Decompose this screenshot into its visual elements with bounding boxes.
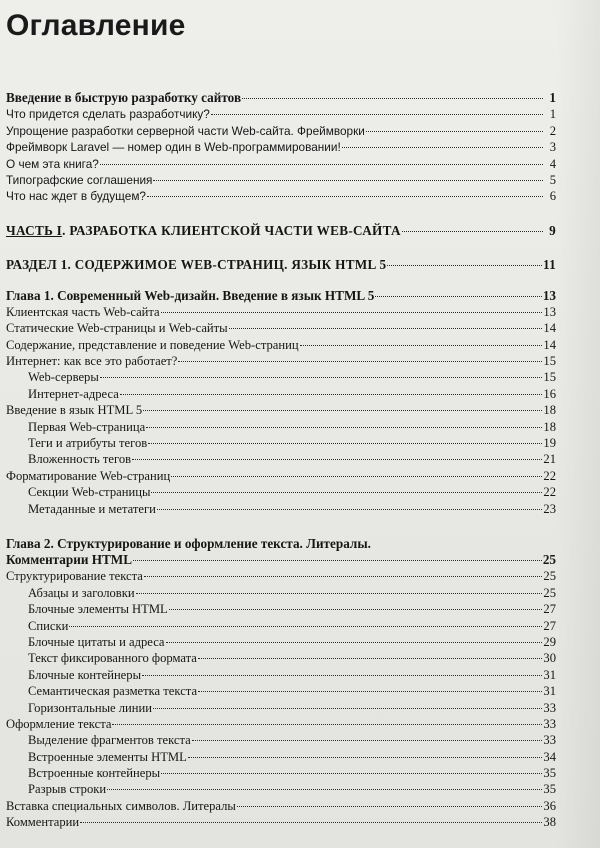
toc-entry[interactable]	[6, 814, 556, 830]
toc-entry[interactable]	[6, 585, 556, 601]
toc-entry-page: 3	[549, 140, 556, 155]
toc-entry-label: Встроенные контейнеры	[28, 766, 161, 781]
toc-entry-part[interactable]	[6, 223, 556, 239]
toc-entry[interactable]	[6, 188, 556, 204]
toc-entry-label: Web-серверы	[28, 370, 99, 385]
leader-dots	[157, 509, 542, 510]
toc-entry[interactable]	[6, 716, 556, 732]
toc-entry-page: 29	[543, 634, 556, 649]
toc-entry[interactable]	[6, 451, 556, 467]
toc-entry-label: Глава 1. Современный Web-дизайн. Введение в язык HTML 5	[6, 287, 375, 303]
leader-dots	[198, 658, 543, 659]
toc-entry-chapter-2[interactable]	[6, 552, 556, 568]
toc-entry[interactable]	[6, 172, 556, 188]
toc-entry-label: Секции Web-страницы	[28, 485, 151, 500]
toc-entry-label: Разрыв строки	[28, 782, 107, 797]
toc-entry-label: Встроенные элементы HTML	[28, 749, 187, 764]
toc-entry-page: 13	[542, 287, 556, 303]
toc-entry-page: 25	[542, 551, 556, 567]
toc-entry[interactable]	[6, 634, 556, 650]
toc-entry-page: 35	[543, 766, 556, 781]
leader-dots	[80, 822, 542, 823]
toc-entry-page: 31	[543, 667, 556, 682]
leader-dots	[142, 675, 542, 676]
toc-entry-label: Блочные элементы HTML	[28, 602, 168, 617]
leader-dots	[375, 296, 541, 297]
leader-dots	[100, 377, 543, 378]
toc-entry-chapter-1[interactable]	[6, 288, 556, 304]
toc-entry-label: Типографские соглашения	[6, 172, 153, 187]
leader-dots	[146, 427, 542, 428]
toc-entry-page: 22	[543, 468, 556, 483]
toc-entry-page: 21	[543, 452, 556, 467]
leader-dots	[153, 708, 542, 709]
toc-entry-page: 2	[549, 123, 556, 138]
toc-entry-page: 23	[543, 501, 556, 516]
toc-entry[interactable]	[6, 650, 556, 666]
toc-entry-page: 33	[543, 716, 556, 731]
toc-entry-label: Теги и атрибуты тегов	[28, 436, 148, 451]
toc-entry-page: 13	[543, 304, 556, 319]
toc-entry-page: 16	[543, 386, 556, 401]
toc-entry-label: Содержание, представление и поведение Web-страниц	[6, 337, 299, 352]
leader-dots	[242, 98, 543, 99]
toc-entry-label: Блочные цитаты и адреса	[28, 634, 165, 649]
toc-entry[interactable]	[6, 402, 556, 418]
toc-entry-page: 1	[549, 90, 556, 105]
toc-entry-page: 15	[543, 354, 556, 369]
leader-dots	[402, 231, 543, 232]
toc-entry-page: 30	[543, 651, 556, 666]
toc-entry-label: Упрощение разработки серверной части Web-сайта. Фреймворки	[6, 123, 365, 138]
toc-entry[interactable]	[6, 386, 556, 402]
toc-entry[interactable]	[6, 501, 556, 517]
toc-entry[interactable]	[6, 781, 556, 797]
toc-entry-page: 25	[543, 569, 556, 584]
toc-entry-page: 31	[543, 684, 556, 699]
toc-entry-label: Что придется сделать разработчику?	[6, 107, 210, 122]
toc-entry-label: Оформление текста	[6, 716, 112, 731]
toc-entry-page: 19	[543, 436, 556, 451]
toc-entry[interactable]	[6, 468, 556, 484]
toc-entry-page: 27	[543, 618, 556, 633]
toc-entry[interactable]	[6, 337, 556, 353]
toc-entry-page: 4	[549, 156, 556, 171]
toc-entry-page: 5	[549, 172, 556, 187]
chapter-1-list	[6, 304, 556, 517]
leader-dots	[144, 576, 543, 577]
toc-entry-label: Списки	[28, 618, 69, 633]
toc-entry-label: О чем эта книга?	[6, 156, 99, 171]
toc-entry[interactable]	[6, 139, 556, 155]
toc-entry-label: Семантическая разметка текста	[28, 684, 198, 699]
toc-entry-label: Статические Web-страницы и Web-сайты	[6, 321, 228, 336]
toc-entry-label: Структурирование текста	[6, 569, 143, 584]
leader-dots	[151, 492, 542, 493]
toc-entry[interactable]	[6, 123, 556, 139]
toc-entry[interactable]	[6, 568, 556, 584]
toc-entry-chapter-2-line1[interactable]: Глава 2. Структурирование и оформление текста. Литералы.	[6, 535, 371, 551]
toc-entry-page: 35	[543, 782, 556, 797]
toc-entry-label: Фреймворк Laravel — номер один в Web-программировании!	[6, 140, 341, 155]
toc-entry-page: 6	[549, 189, 556, 204]
leader-dots	[153, 180, 543, 181]
toc-entry-page: 38	[543, 815, 556, 830]
toc-entry-label: Комментарии HTML	[6, 551, 133, 567]
leader-dots	[107, 789, 542, 790]
leader-dots	[161, 773, 542, 774]
leader-dots	[342, 147, 543, 148]
leader-dots	[300, 345, 543, 346]
leader-dots	[178, 361, 542, 362]
toc-entry[interactable]	[6, 369, 556, 385]
leader-dots	[143, 410, 542, 411]
toc-entry[interactable]	[6, 419, 556, 435]
chapter-2-list	[6, 568, 556, 830]
toc-entry-page: 27	[543, 602, 556, 617]
toc-entry-label: Клиентская часть Web-сайта	[6, 304, 160, 319]
leader-dots	[229, 328, 543, 329]
toc-entry-label: Горизонтальные линии	[28, 700, 153, 715]
leader-dots	[198, 691, 542, 692]
toc-entry[interactable]	[6, 683, 556, 699]
page-title: Оглавление	[6, 9, 186, 42]
intro-list	[6, 106, 556, 204]
toc-entry-page: 34	[543, 749, 556, 764]
toc-entry-label: Вложенность тегов	[28, 452, 132, 467]
toc-entry-label: Текст фиксированного формата	[28, 651, 197, 666]
toc-entry-label: Форматирование Web-страниц	[6, 468, 171, 483]
leader-dots	[171, 476, 542, 477]
leader-dots	[169, 609, 543, 610]
toc-entry-label: Первая Web-страница	[28, 419, 146, 434]
toc-entry[interactable]	[6, 798, 556, 814]
leader-dots	[188, 757, 543, 758]
toc-entry[interactable]	[6, 435, 556, 451]
toc-entry-label: Блочные контейнеры	[28, 667, 142, 682]
toc-entry[interactable]	[6, 320, 556, 336]
toc-entry[interactable]	[6, 106, 556, 122]
toc-entry[interactable]	[6, 667, 556, 683]
toc-entry-label: РАЗДЕЛ 1. СОДЕРЖИМОЕ WEB-СТРАНИЦ. ЯЗЫК HTML 5	[6, 257, 387, 273]
leader-dots	[166, 642, 543, 643]
leader-dots	[132, 459, 542, 460]
leader-dots	[133, 560, 542, 561]
toc-entry[interactable]	[6, 353, 556, 369]
toc-entry-label: Введение в быструю разработку сайтов	[6, 90, 242, 105]
toc-entry-label: Абзацы и заголовки	[28, 585, 135, 600]
toc-entry[interactable]	[6, 700, 556, 716]
leader-dots	[120, 394, 543, 395]
leader-dots	[136, 593, 543, 594]
toc-entry[interactable]	[6, 156, 556, 172]
toc-entry-page: 14	[543, 337, 556, 352]
leader-dots	[387, 265, 542, 266]
toc-entry-label: ЧАСТЬ I. РАЗРАБОТКА КЛИЕНТСКОЙ ЧАСТИ WEB-САЙТА	[6, 222, 401, 238]
leader-dots	[192, 740, 543, 741]
toc-entry-label: Комментарии	[6, 815, 80, 830]
toc-entry-intro[interactable]	[6, 90, 556, 106]
toc-entry[interactable]	[6, 618, 556, 634]
toc-entry-page: 1	[549, 107, 556, 122]
toc-entry-label: Метаданные и метатеги	[28, 501, 156, 516]
toc-entry-label: Интернет-адреса	[28, 386, 119, 401]
leader-dots	[148, 443, 542, 444]
leader-dots	[69, 626, 542, 627]
toc-entry[interactable]	[6, 484, 556, 500]
toc-entry-page: 14	[543, 321, 556, 336]
toc-entry-section[interactable]	[6, 257, 556, 273]
toc-entry-page: 15	[543, 370, 556, 385]
toc-entry-page: 25	[543, 585, 556, 600]
toc-entry[interactable]	[6, 765, 556, 781]
table-of-contents	[6, 90, 556, 831]
leader-dots	[366, 131, 543, 132]
toc-entry[interactable]	[6, 601, 556, 617]
toc-entry-label: Выделение фрагментов текста	[28, 733, 191, 748]
toc-entry-label: Введение в язык HTML 5	[6, 403, 143, 418]
toc-entry-label: Вставка специальных символов. Литералы	[6, 798, 236, 813]
toc-entry-page: 22	[543, 485, 556, 500]
toc-entry-page: 18	[543, 403, 556, 418]
toc-entry-label: Интернет: как все это работает?	[6, 354, 178, 369]
toc-entry[interactable]	[6, 304, 556, 320]
toc-entry[interactable]	[6, 732, 556, 748]
leader-dots	[237, 806, 543, 807]
toc-entry-label: Что нас ждет в будущем?	[6, 189, 146, 204]
leader-dots	[161, 312, 543, 313]
leader-dots	[211, 114, 543, 115]
leader-dots	[112, 724, 542, 725]
toc-entry[interactable]	[6, 749, 556, 765]
toc-entry-page: 36	[543, 798, 556, 813]
toc-entry-page: 9	[549, 222, 556, 238]
leader-dots	[100, 164, 543, 165]
toc-entry-page: 33	[543, 700, 556, 715]
toc-entry-page: 33	[543, 733, 556, 748]
toc-entry-page: 11	[542, 257, 556, 273]
toc-entry-page: 18	[543, 419, 556, 434]
leader-dots	[147, 196, 543, 197]
